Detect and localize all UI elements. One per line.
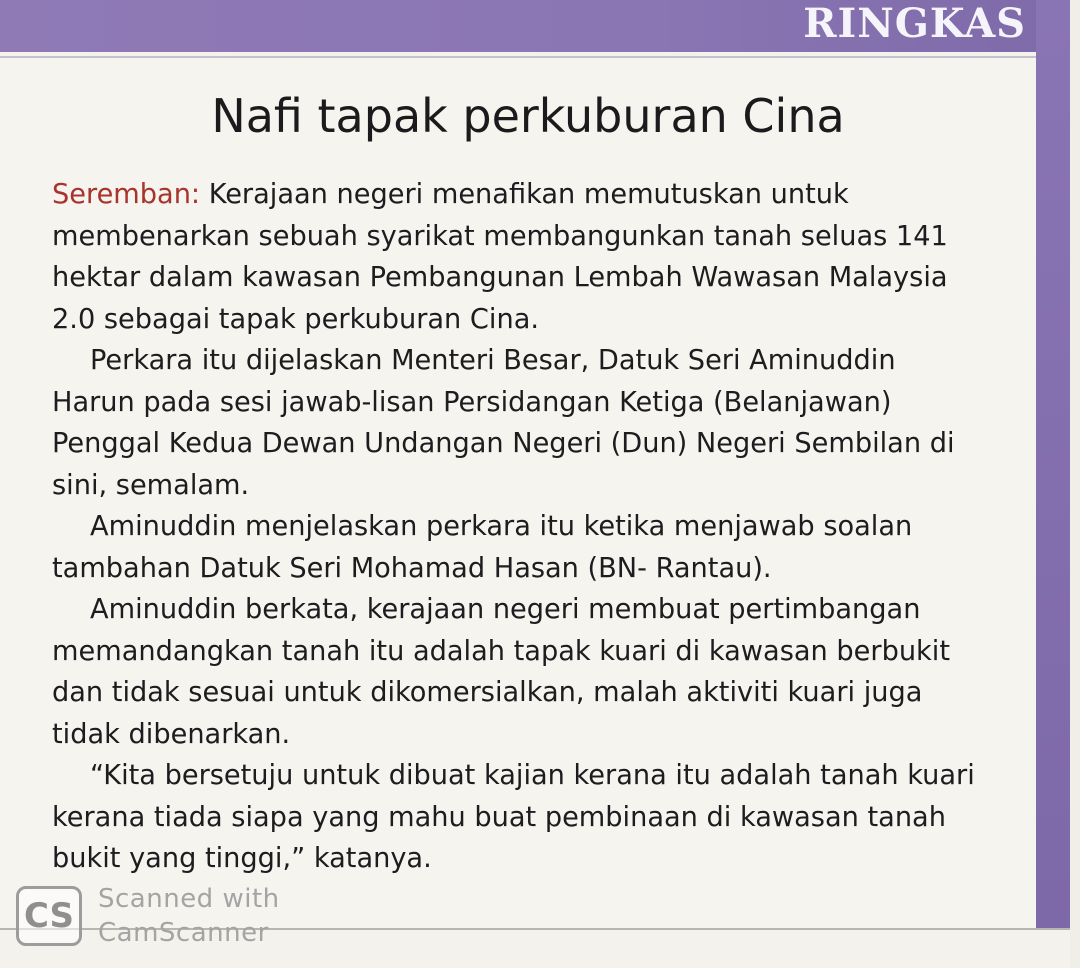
watermark-line: Scanned with <box>98 884 280 914</box>
article-headline: Nafi tapak perkuburan Cina <box>211 89 845 143</box>
section-label: RINGKAS <box>803 0 1026 47</box>
page-edge <box>1070 0 1080 968</box>
camscanner-watermark <box>12 884 312 954</box>
article-body <box>52 174 982 880</box>
article-paragraph: “Kita bersetuju untuk dibuat kajian kerana itu adalah tanah kuari kerana tiada siapa yang mahu buat pembinaan di kawasan tanah bukit yang tinggi,” katanya. <box>52 760 975 874</box>
camscanner-logo-icon: CS <box>16 886 82 946</box>
divider <box>0 56 1036 58</box>
dateline: Seremban: <box>52 179 201 210</box>
article-paragraph: Perkara itu dijelaskan Menteri Besar, Datuk Seri Aminuddin Harun pada sesi jawab-lisan Persidangan Ketiga (Belanjawan) Penggal Kedua Dewan Undangan Negeri (Dun) Negeri Sembilan di sini, semalam. <box>52 345 955 501</box>
article-paragraph: Aminuddin menjelaskan perkara itu ketika menjawab soalan tambahan Datuk Seri Mohamad Hasan (BN- Rantau). <box>52 511 913 584</box>
article-paragraph: Aminuddin berkata, kerajaan negeri membuat pertimbangan memandangkan tanah itu adalah tapak kuari di kawasan berbukit dan tidak sesuai untuk dikomersialkan, malah aktiviti kuari juga tidak dibenarkan. <box>52 594 951 750</box>
paragraph-text: Kerajaan negeri menafikan memutuskan untuk membenarkan sebuah syarikat membangunkan tanah seluas 141 hektar dalam kawasan Pembangunan Lembah Wawasan Malaysia 2.0 sebagai tapak perkuburan Cina. <box>52 179 948 335</box>
article-paragraph <box>52 174 982 340</box>
watermark-line: CamScanner <box>98 918 269 948</box>
